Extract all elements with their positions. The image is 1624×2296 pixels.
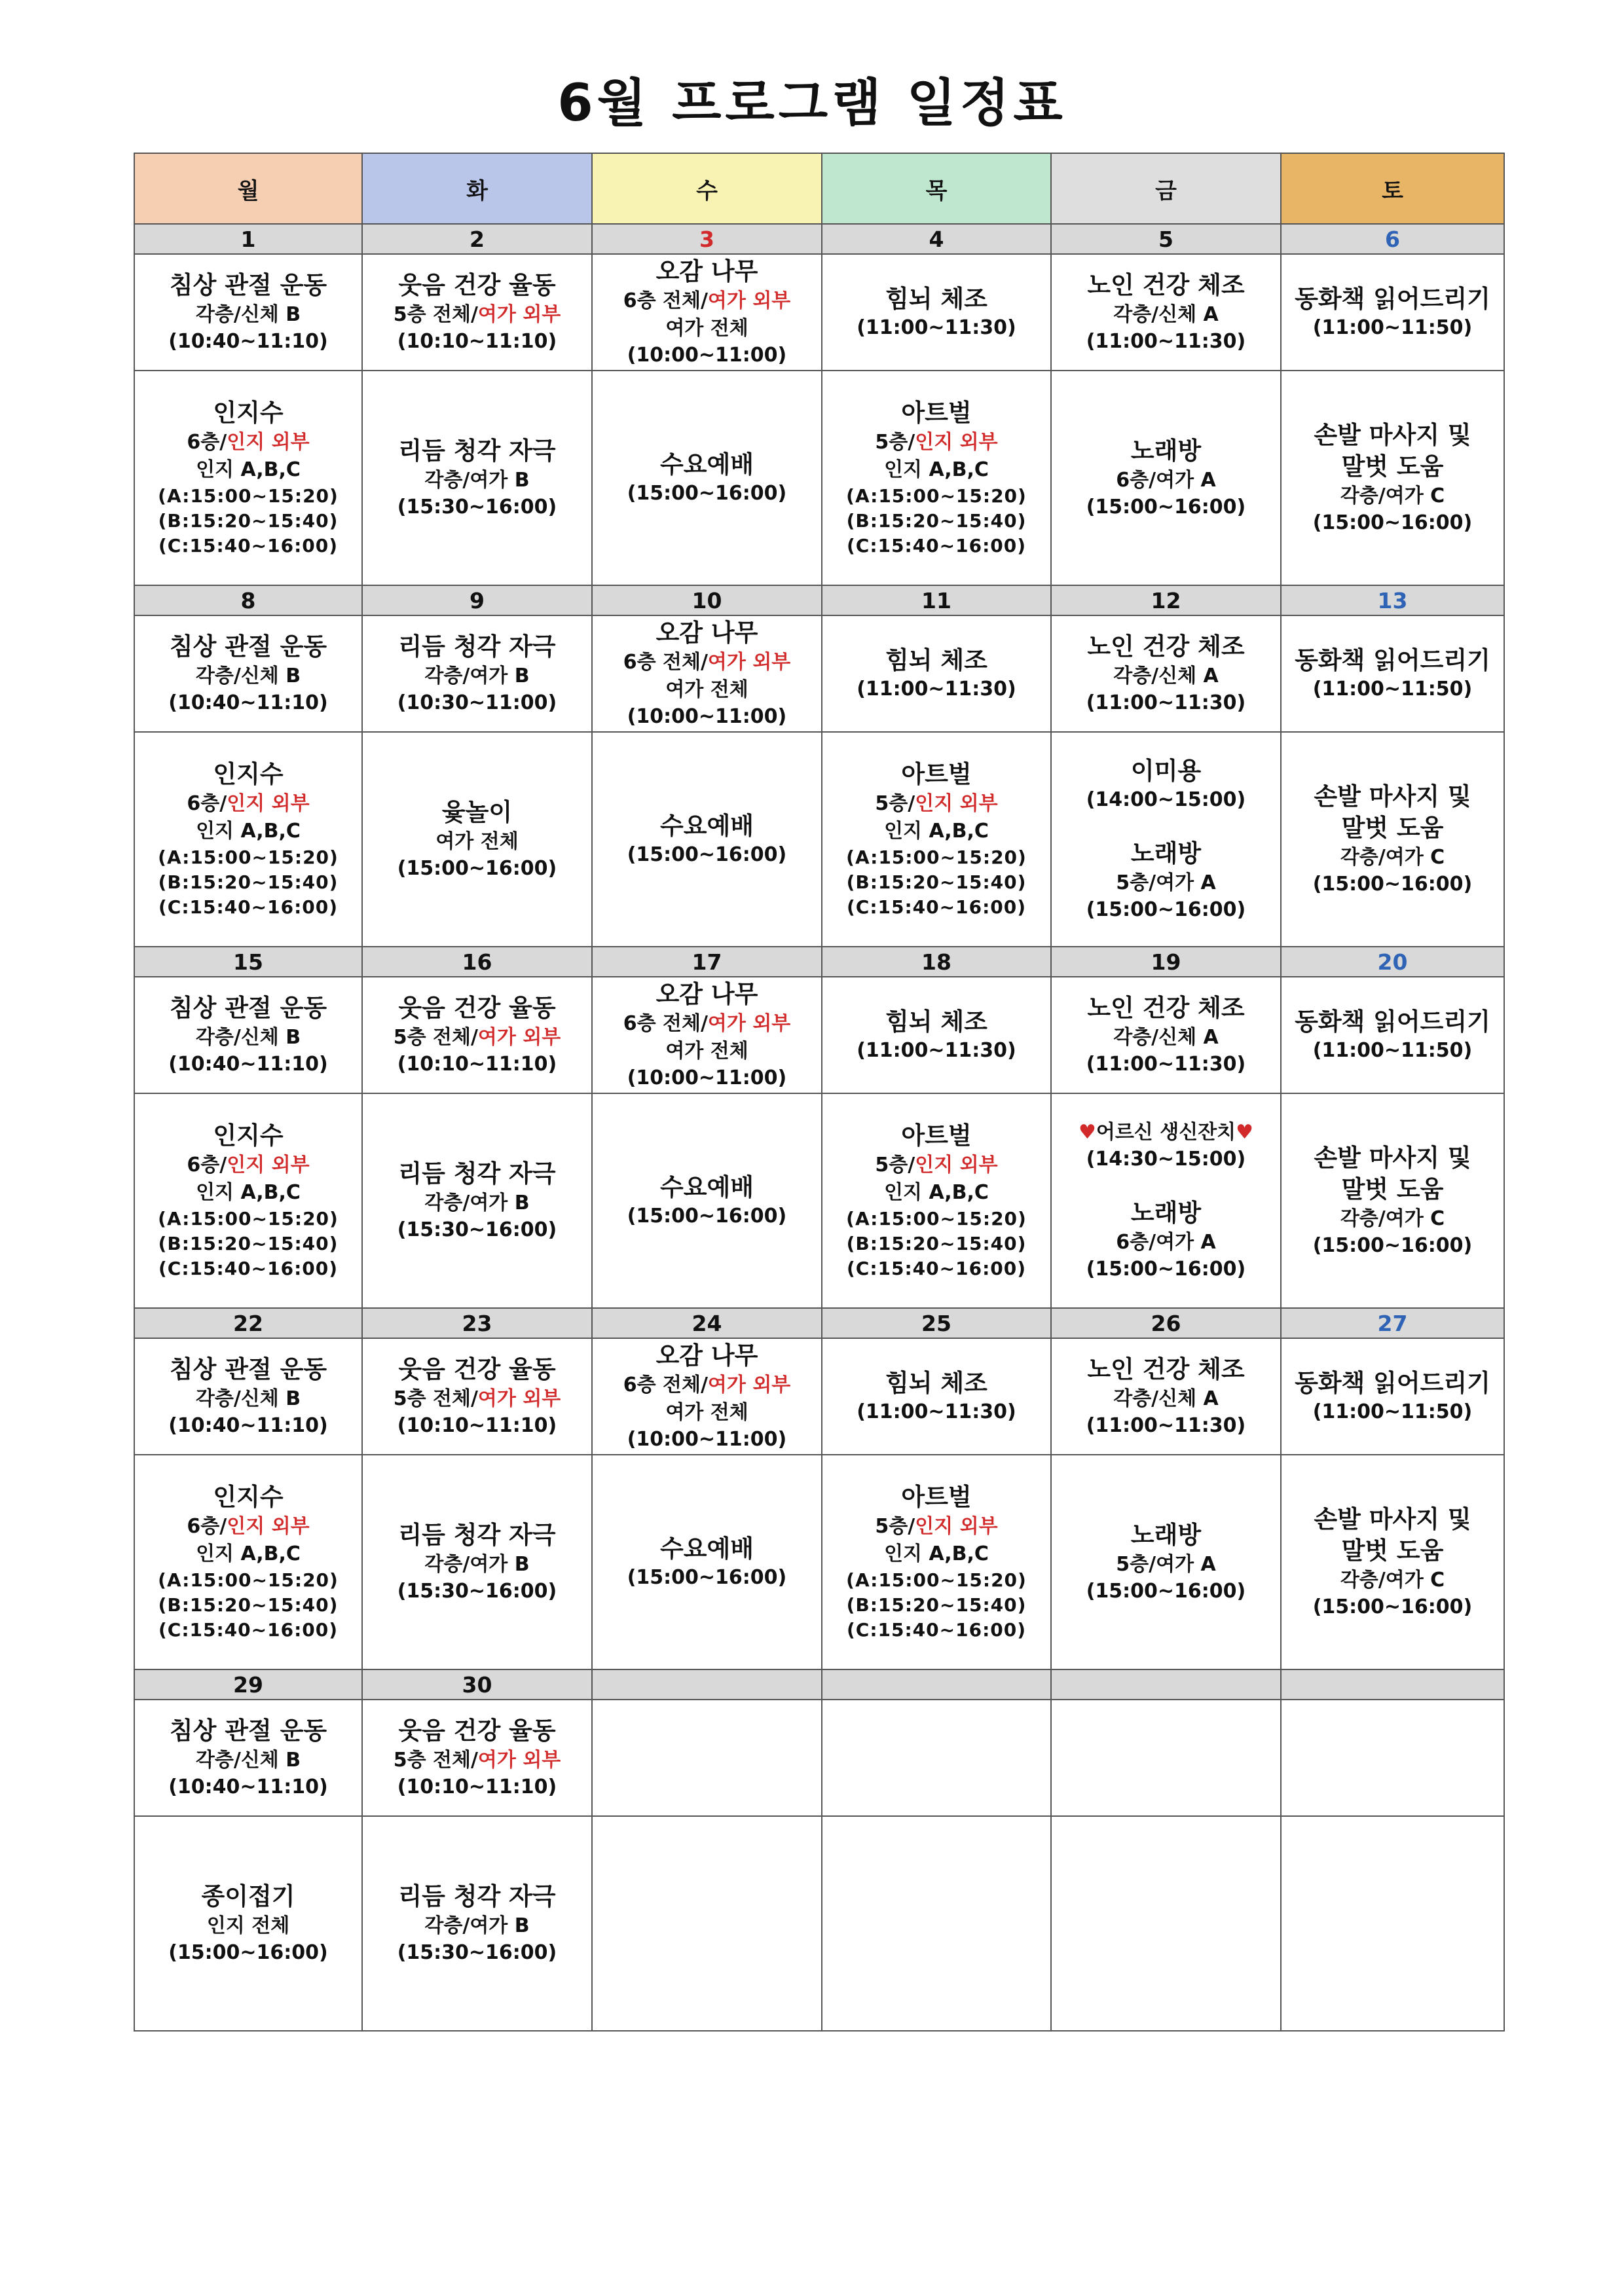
program-time: (B:15:20~15:40) (158, 510, 339, 532)
program-group: 인지 A,B,C (884, 820, 989, 843)
program-time: (C:15:40~16:00) (846, 535, 1027, 556)
program-cell (1051, 1338, 1281, 1455)
program-cell (362, 1455, 592, 1669)
date-cell: 13 (1281, 585, 1504, 615)
program-time: (B:15:20~15:40) (846, 510, 1027, 532)
afternoon-row (134, 1093, 1504, 1308)
program-time: (A:15:00~15:20) (846, 485, 1027, 507)
program-cell (134, 977, 362, 1093)
program-group: 6층/인지 외부 (187, 431, 310, 454)
program-name: 동화책 읽어드리기 (1295, 1369, 1490, 1397)
program-cell (592, 254, 822, 371)
program-group: 5층/여가 A (1116, 871, 1216, 894)
program-group: 각층/신체 B (195, 1026, 301, 1049)
program-group: 각층/신체 B (195, 1387, 301, 1410)
program-time: (A:15:00~15:20) (158, 847, 339, 868)
date-cell: 16 (362, 947, 592, 977)
program-name: 인지수 (213, 760, 284, 788)
program-time: (15:00~16:00) (627, 1566, 787, 1589)
date-cell: 1 (134, 224, 362, 254)
program-group: 각층/신체 A (1113, 1387, 1219, 1410)
program-name: 손발 마사지 및 (1314, 782, 1471, 811)
program-name: 노래방 (1130, 1521, 1202, 1549)
program-name: 리듬 청각 자극 (398, 1521, 556, 1549)
program-group: 각층/여가 B (424, 1914, 530, 1937)
program-time: (15:00~16:00) (1086, 898, 1246, 921)
date-row (134, 585, 1504, 615)
program-name: 침상 관절 운동 (169, 632, 327, 661)
program-group: 6층/인지 외부 (187, 792, 310, 815)
program-name: 인지수 (213, 1121, 284, 1150)
program-name: 노인 건강 체조 (1087, 1355, 1245, 1383)
program-group: 인지 A,B,C (884, 458, 989, 481)
program-name: 오감 나무 (655, 980, 758, 1008)
program-group: 각층/여가 C (1340, 484, 1445, 507)
date-cell (1051, 1669, 1281, 1700)
program-group: 각층/여가 B (424, 665, 530, 687)
empty-cell (822, 1816, 1051, 2031)
program-name: 인지수 (213, 1483, 284, 1511)
program-group: 5층 전체/여가 외부 (393, 1387, 561, 1410)
program-time: (C:15:40~16:00) (158, 896, 339, 918)
date-cell (592, 1669, 822, 1700)
afternoon-row (134, 1816, 1504, 2031)
program-name: 침상 관절 운동 (169, 1355, 327, 1383)
date-cell: 30 (362, 1669, 592, 1700)
program-name: 손발 마사지 및 (1314, 1505, 1471, 1533)
program-time: (10:00~11:00) (627, 1066, 787, 1089)
heart-icon: ♥ (1078, 1121, 1096, 1144)
empty-cell (1281, 1816, 1504, 2031)
program-name: 동화책 읽어드리기 (1295, 285, 1490, 313)
empty-cell (1051, 1816, 1281, 2031)
program-time: (14:00~15:00) (1086, 788, 1246, 811)
date-cell: 26 (1051, 1308, 1281, 1338)
weekday-wed: 수 (592, 153, 822, 224)
program-name: 윷놀이 (441, 798, 513, 826)
program-cell (362, 977, 592, 1093)
program-group: 인지 전체 (206, 1914, 290, 1937)
program-time: (11:00~11:30) (857, 1400, 1016, 1423)
program-cell (134, 1816, 362, 2031)
program-cell (134, 732, 362, 947)
empty-cell (1051, 1700, 1281, 1816)
program-time: (A:15:00~15:20) (158, 1569, 339, 1591)
program-time: (C:15:40~16:00) (846, 1258, 1027, 1279)
program-name: 힘뇌 체조 (885, 285, 987, 313)
program-name: 노인 건강 체조 (1087, 271, 1245, 299)
program-name: 동화책 읽어드리기 (1295, 646, 1490, 674)
program-cell (592, 1338, 822, 1455)
program-time: (15:00~16:00) (1086, 1258, 1246, 1281)
program-name: 힘뇌 체조 (885, 1369, 987, 1397)
morning-row (134, 1338, 1504, 1455)
program-time: (11:00~11:50) (1312, 1039, 1473, 1062)
program-name: 손발 마사지 및 (1314, 421, 1471, 449)
program-cell (1051, 254, 1281, 371)
program-cell (822, 615, 1051, 732)
program-cell (362, 1093, 592, 1308)
date-row (134, 1669, 1504, 1700)
program-time: (15:00~16:00) (627, 1205, 787, 1228)
afternoon-row (134, 732, 1504, 947)
program-name: 손발 마사지 및 (1314, 1144, 1471, 1172)
program-time: (11:00~11:30) (857, 678, 1016, 701)
morning-row (134, 977, 1504, 1093)
schedule-table (134, 153, 1505, 2032)
program-name: 말벗 도움 (1341, 814, 1444, 842)
date-cell: 5 (1051, 224, 1281, 254)
program-name: 침상 관절 운동 (169, 1717, 327, 1745)
weekday-mon: 월 (134, 153, 362, 224)
program-time: (15:00~16:00) (1312, 873, 1473, 896)
program-name: 동화책 읽어드리기 (1295, 1008, 1490, 1036)
program-time: (14:30~15:00) (1086, 1148, 1246, 1171)
program-group: 각층/신체 B (195, 303, 301, 326)
program-time: (15:00~16:00) (627, 482, 787, 505)
program-name: 말벗 도움 (1341, 1175, 1444, 1203)
program-group: 인지 A,B,C (884, 1181, 989, 1204)
program-cell (1281, 732, 1504, 947)
program-cell (362, 1338, 592, 1455)
program-time: (15:00~16:00) (1312, 511, 1473, 534)
date-cell: 22 (134, 1308, 362, 1338)
program-cell (1281, 1093, 1504, 1308)
program-cell (822, 977, 1051, 1093)
weekday-header-row (134, 153, 1504, 224)
program-cell (1281, 254, 1504, 371)
date-cell: 20 (1281, 947, 1504, 977)
program-time: (A:15:00~15:20) (158, 1208, 339, 1230)
program-group: 5층/여가 A (1116, 1553, 1216, 1576)
program-group: 6층/인지 외부 (187, 1515, 310, 1538)
program-time: (15:00~16:00) (1312, 1234, 1473, 1257)
program-group: 5층/인지 외부 (875, 792, 998, 815)
program-cell (592, 1093, 822, 1308)
program-time: (10:40~11:10) (168, 330, 328, 353)
program-name: 수요예배 (660, 450, 754, 479)
program-name: 말벗 도움 (1341, 452, 1444, 481)
program-time: (A:15:00~15:20) (846, 1569, 1027, 1591)
program-time: (10:30~11:00) (397, 691, 557, 714)
program-time: (C:15:40~16:00) (158, 535, 339, 556)
program-time: (10:10~11:10) (397, 330, 557, 353)
program-group: 6층 전체/여가 외부 (623, 651, 791, 674)
program-cell (1281, 615, 1504, 732)
program-time: (15:00~16:00) (627, 843, 787, 866)
program-group: 각층/여가 B (424, 1553, 530, 1576)
date-row (134, 1308, 1504, 1338)
program-cell (134, 1455, 362, 1669)
program-time: (15:30~16:00) (397, 1580, 557, 1603)
program-time: (11:00~11:30) (1086, 1414, 1246, 1437)
program-time: (11:00~11:30) (1086, 330, 1246, 353)
program-cell (362, 1700, 592, 1816)
program-group: 여가 전체 (435, 830, 519, 853)
program-name: ♥어르신 생신잔치♥ (1078, 1121, 1254, 1144)
program-time: (15:00~16:00) (168, 1941, 328, 1964)
program-name: 아트벌 (901, 399, 972, 427)
program-time: (15:00~16:00) (397, 857, 557, 880)
program-name: 말벗 도움 (1341, 1537, 1444, 1565)
program-name: 아트벌 (901, 1121, 972, 1150)
program-group: 각층/신체 A (1113, 303, 1219, 326)
program-cell (1281, 371, 1504, 585)
program-cell (134, 1700, 362, 1816)
program-group: 6층/여가 A (1116, 469, 1216, 492)
program-name: 수요예배 (660, 1173, 754, 1201)
program-name: 수요예배 (660, 1535, 754, 1563)
program-cell (822, 254, 1051, 371)
program-name: 힘뇌 체조 (885, 646, 987, 674)
program-cell (822, 1455, 1051, 1669)
program-time: (10:00~11:00) (627, 1428, 787, 1451)
program-group: 여가 전체 (665, 1401, 748, 1424)
date-cell (822, 1669, 1051, 1700)
program-group: 인지 A,B,C (196, 1181, 301, 1204)
date-cell: 10 (592, 585, 822, 615)
program-name: 힘뇌 체조 (885, 1008, 987, 1036)
program-cell (822, 1093, 1051, 1308)
program-time: (11:00~11:50) (1312, 678, 1473, 701)
program-group: 여가 전체 (665, 317, 748, 340)
program-cell (822, 732, 1051, 947)
program-time: (15:00~16:00) (1086, 496, 1246, 519)
date-cell: 27 (1281, 1308, 1504, 1338)
program-cell (362, 371, 592, 585)
program-group: 5층/인지 외부 (875, 1515, 998, 1538)
program-name: 침상 관절 운동 (169, 271, 327, 299)
program-cell (592, 1455, 822, 1669)
program-time: (10:10~11:10) (397, 1776, 557, 1798)
program-time: (10:40~11:10) (168, 1053, 328, 1076)
date-cell: 9 (362, 585, 592, 615)
program-time: (11:00~11:50) (1312, 1400, 1473, 1423)
empty-cell (592, 1816, 822, 2031)
date-cell: 4 (822, 224, 1051, 254)
program-time: (11:00~11:50) (1312, 316, 1473, 339)
program-time: (C:15:40~16:00) (158, 1619, 339, 1641)
program-group: 여가 전체 (665, 1040, 748, 1063)
program-name: 노래방 (1130, 839, 1202, 867)
program-time: (15:00~16:00) (1312, 1595, 1473, 1618)
program-time: (15:30~16:00) (397, 496, 557, 519)
weekday-fri: 금 (1051, 153, 1281, 224)
program-group: 각층/여가 C (1340, 1207, 1445, 1230)
program-name: 수요예배 (660, 812, 754, 840)
program-time: (10:10~11:10) (397, 1414, 557, 1437)
program-name: 노인 건강 체조 (1087, 994, 1245, 1022)
program-cell (1281, 977, 1504, 1093)
program-cell (362, 1816, 592, 2031)
date-cell: 19 (1051, 947, 1281, 977)
program-cell (822, 371, 1051, 585)
program-group: 각층/신체 B (195, 665, 301, 687)
program-time: (10:10~11:10) (397, 1053, 557, 1076)
program-time: (A:15:00~15:20) (846, 1208, 1027, 1230)
date-cell: 25 (822, 1308, 1051, 1338)
afternoon-row (134, 371, 1504, 585)
program-cell (134, 1093, 362, 1308)
afternoon-row (134, 1455, 1504, 1669)
program-cell (134, 615, 362, 732)
program-group: 5층/인지 외부 (875, 431, 998, 454)
program-name: 웃음 건강 율동 (398, 271, 556, 299)
program-cell (134, 254, 362, 371)
morning-row (134, 254, 1504, 371)
program-time: (B:15:20~15:40) (846, 1233, 1027, 1254)
date-row (134, 947, 1504, 977)
program-time: (15:30~16:00) (397, 1941, 557, 1964)
program-name: 리듬 청각 자극 (398, 437, 556, 465)
program-group: 각층/신체 A (1113, 665, 1219, 687)
morning-row (134, 615, 1504, 732)
program-time: (B:15:20~15:40) (158, 1594, 339, 1616)
program-name: 오감 나무 (655, 1341, 758, 1370)
program-group: 6층 전체/여가 외부 (623, 1012, 791, 1035)
date-cell: 15 (134, 947, 362, 977)
program-cell (362, 254, 592, 371)
program-time: (10:00~11:00) (627, 705, 787, 728)
program-name: 종이접기 (201, 1882, 295, 1910)
program-time: (C:15:40~16:00) (158, 1258, 339, 1279)
date-cell: 29 (134, 1669, 362, 1700)
date-cell: 3 (592, 224, 822, 254)
program-cell (592, 371, 822, 585)
morning-row (134, 1700, 1504, 1816)
weekday-sat: 토 (1281, 153, 1504, 224)
empty-cell (592, 1700, 822, 1816)
program-group: 6층/여가 A (1116, 1231, 1216, 1254)
program-name: 침상 관절 운동 (169, 994, 327, 1022)
program-time: (10:00~11:00) (627, 344, 787, 367)
program-group: 5층 전체/여가 외부 (393, 303, 561, 326)
program-cell (362, 732, 592, 947)
program-name: 리듬 청각 자극 (398, 632, 556, 661)
program-time: (11:00~11:30) (1086, 1053, 1246, 1076)
empty-cell (822, 1700, 1051, 1816)
weekday-tue: 화 (362, 153, 592, 224)
date-cell: 18 (822, 947, 1051, 977)
program-cell (1281, 1455, 1504, 1669)
program-cell (1051, 732, 1281, 947)
date-cell (1281, 1669, 1504, 1700)
program-group: 5층 전체/여가 외부 (393, 1026, 561, 1049)
program-cell (134, 371, 362, 585)
date-cell: 6 (1281, 224, 1504, 254)
program-group: 각층/신체 A (1113, 1026, 1219, 1049)
program-cell (592, 732, 822, 947)
program-name: 오감 나무 (655, 619, 758, 647)
date-cell: 24 (592, 1308, 822, 1338)
program-time: (15:30~16:00) (397, 1218, 557, 1241)
program-group: 6층 전체/여가 외부 (623, 1374, 791, 1396)
program-name: 이미용 (1130, 757, 1202, 785)
program-group: 6층/인지 외부 (187, 1154, 310, 1176)
program-time: (11:00~11:30) (857, 316, 1016, 339)
program-name: 노래방 (1130, 437, 1202, 465)
heart-icon: ♥ (1236, 1121, 1254, 1144)
program-time: (B:15:20~15:40) (158, 1233, 339, 1254)
empty-cell (1281, 1700, 1504, 1816)
weekday-thu: 목 (822, 153, 1051, 224)
program-time: (C:15:40~16:00) (846, 1619, 1027, 1641)
date-cell: 2 (362, 224, 592, 254)
program-cell (1051, 977, 1281, 1093)
program-group: 6층 전체/여가 외부 (623, 289, 791, 312)
program-cell (1051, 1455, 1281, 1669)
date-cell: 17 (592, 947, 822, 977)
program-name: 노인 건강 체조 (1087, 632, 1245, 661)
program-time: (C:15:40~16:00) (846, 896, 1027, 918)
program-time: (10:40~11:10) (168, 691, 328, 714)
page-title: 6월 프로그램 일정표 (557, 74, 1067, 133)
program-name: 인지수 (213, 399, 284, 427)
program-group: 5층/인지 외부 (875, 1154, 998, 1176)
program-name: 아트벌 (901, 760, 972, 788)
program-group: 5층 전체/여가 외부 (393, 1749, 561, 1772)
program-time: (B:15:20~15:40) (158, 871, 339, 893)
program-time: (11:00~11:30) (857, 1039, 1016, 1062)
program-group: 인지 A,B,C (884, 1542, 989, 1565)
program-time: (B:15:20~15:40) (846, 1594, 1027, 1616)
program-time: (10:40~11:10) (168, 1414, 328, 1437)
program-cell (822, 1338, 1051, 1455)
program-time: (11:00~11:30) (1086, 691, 1246, 714)
program-group: 각층/신체 B (195, 1749, 301, 1772)
program-cell (1051, 615, 1281, 732)
program-group: 각층/여가 B (424, 1192, 530, 1214)
date-cell: 11 (822, 585, 1051, 615)
program-name: 오감 나무 (655, 257, 758, 285)
program-cell (1281, 1338, 1504, 1455)
program-time: (15:00~16:00) (1086, 1580, 1246, 1603)
program-name: 웃음 건강 율동 (398, 1717, 556, 1745)
program-cell (1051, 371, 1281, 585)
program-cell (1051, 1093, 1281, 1308)
date-cell: 12 (1051, 585, 1281, 615)
date-cell: 8 (134, 585, 362, 615)
program-group: 인지 A,B,C (196, 820, 301, 843)
program-group: 여가 전체 (665, 678, 748, 701)
program-name: 노래방 (1130, 1199, 1202, 1227)
program-name: 리듬 청각 자극 (398, 1159, 556, 1188)
program-name: 웃음 건강 율동 (398, 994, 556, 1022)
program-group: 각층/여가 C (1340, 846, 1445, 869)
date-cell: 23 (362, 1308, 592, 1338)
date-row (134, 224, 1504, 254)
program-group: 인지 A,B,C (196, 1542, 301, 1565)
program-cell (362, 615, 592, 732)
program-name: 리듬 청각 자극 (398, 1882, 556, 1910)
program-cell (134, 1338, 362, 1455)
program-group: 각층/여가 B (424, 469, 530, 492)
program-cell (592, 615, 822, 732)
program-time: (A:15:00~15:20) (158, 485, 339, 507)
program-time: (B:15:20~15:40) (846, 871, 1027, 893)
program-name: 아트벌 (901, 1483, 972, 1511)
program-cell (592, 977, 822, 1093)
program-time: (10:40~11:10) (168, 1776, 328, 1798)
program-group: 각층/여가 C (1340, 1569, 1445, 1592)
program-group: 인지 A,B,C (196, 458, 301, 481)
program-name: 웃음 건강 율동 (398, 1355, 556, 1383)
program-time: (A:15:00~15:20) (846, 847, 1027, 868)
